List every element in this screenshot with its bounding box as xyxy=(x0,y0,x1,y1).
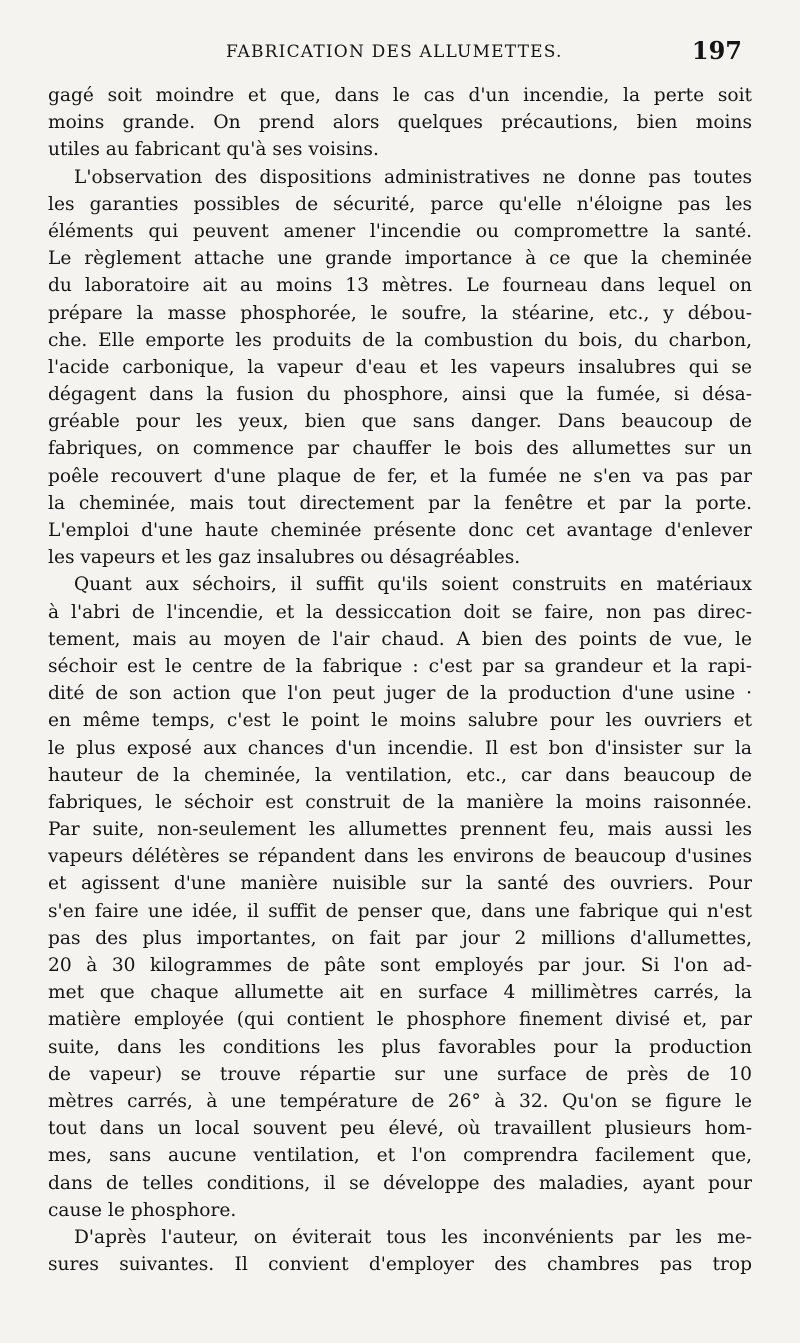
text-line: met que chaque allumette ait en surface 4 millimètres carrés, la xyxy=(48,982,752,1004)
text-line: éléments qui peuvent amener l'incendie ou compromettre la santé. xyxy=(48,220,752,242)
text-line: mes, sans aucune ventilation, et l'on comprendra facilement que, xyxy=(48,1145,752,1167)
text-line: poêle recouvert d'une plaque de fer, et la fumée ne s'en va pas par xyxy=(48,465,752,487)
text-line: les vapeurs et les gaz insalubres ou désagréables. xyxy=(48,547,521,569)
text-line: utiles au fabricant qu'à ses voisins. xyxy=(48,139,379,161)
text-line: gréable pour les yeux, bien que sans danger. Dans beaucoup de xyxy=(48,411,752,433)
text-line: dité de son action que l'on peut juger de la production d'une usine · xyxy=(48,683,752,705)
text-line: fabriques, on commence par chauffer le bois des allumettes sur un xyxy=(48,438,752,460)
text-line: fabriques, le séchoir est construit de la manière la moins raisonnée. xyxy=(48,791,752,813)
text-line: prépare la masse phosphorée, le soufre, la stéarine, etc., y débou- xyxy=(48,302,752,324)
text-line: matière employée (qui contient le phosphore finement divisé et, par xyxy=(48,1009,752,1031)
text-line: L'emploi d'une haute cheminée présente donc cet avantage d'enlever xyxy=(48,520,752,541)
text-line: et agissent d'une manière nuisible sur la santé des ouvriers. Pour xyxy=(48,873,752,895)
text-line: la cheminée, mais tout directement par la fenêtre et par la porte. xyxy=(48,492,752,514)
text-line: en même temps, c'est le point le moins salubre pour les ouvriers et xyxy=(48,710,752,732)
text-line: séchoir est le centre de la fabrique : c'est par sa grandeur et la rapi- xyxy=(48,655,752,677)
text-line: le plus exposé aux chances d'un incendie. Il est bon d'insister sur la xyxy=(48,737,752,759)
text-line: Quant aux séchoirs, il suffit qu'ils soient construits en matériaux xyxy=(74,574,752,596)
text-line: dégagent dans la fusion du phosphore, ainsi que la fumée, si désa- xyxy=(48,384,752,406)
page-number: 197 xyxy=(691,36,742,65)
text-line: Le règlement attache une grande importance à ce que la cheminée xyxy=(48,248,752,270)
text-line: moins grande. On prend alors quelques précautions, bien moins xyxy=(48,112,752,134)
text-line: à l'abri de l'incendie, et la dessiccation doit se faire, non pas direc- xyxy=(48,601,752,623)
text-line: mètres carrés, à une température de 26° à 32. Qu'on se figure le xyxy=(48,1090,752,1112)
text-line: de vapeur) se trouve répartie sur une surface de près de 10 xyxy=(48,1063,752,1085)
text-line: dans de telles conditions, il se développe des maladies, ayant pour xyxy=(48,1172,752,1194)
text-line: les garanties possibles de sécurité, parce qu'elle n'éloigne pas les xyxy=(48,193,752,215)
text-line: D'après l'auteur, on éviterait tous les inconvénients par les me- xyxy=(74,1226,752,1248)
text-line: hauteur de la cheminée, la ventilation, etc., car dans beaucoup de xyxy=(48,764,752,786)
text-line: cause le phosphore. xyxy=(48,1199,237,1221)
text-line: pas des plus importantes, on fait par jour 2 millions d'allumettes, xyxy=(48,927,752,949)
text-line: sures suivantes. Il convient d'employer des chambres pas trop xyxy=(48,1254,752,1276)
running-title: FABRICATION DES ALLUMETTES. xyxy=(226,42,563,62)
text-line: tement, mais au moyen de l'air chaud. A bien des points de vue, le xyxy=(48,628,752,650)
text-line: 20 à 30 kilogrammes de pâte sont employés par jour. Si l'on ad- xyxy=(48,955,752,976)
text-line: Par suite, non-seulement les allumettes prennent feu, mais aussi les xyxy=(48,819,752,841)
page-header xyxy=(48,34,748,70)
text-line: s'en faire une idée, il suffit de penser que, dans une fabrique qui n'est xyxy=(48,900,752,922)
body-text xyxy=(48,82,752,1314)
text-line: tout dans un local souvent peu élevé, où travaillent plusieurs hom- xyxy=(48,1118,752,1140)
text-line: vapeurs délétères se répandent dans les environs de beaucoup d'usines xyxy=(48,846,752,868)
text-line: che. Elle emporte les produits de la combustion du bois, du charbon, xyxy=(48,329,752,351)
text-line: du laboratoire ait au moins 13 mètres. Le fourneau dans lequel on xyxy=(48,275,752,297)
text-line: L'observation des dispositions administratives ne donne pas toutes xyxy=(74,166,752,188)
text-line: l'acide carbonique, la vapeur d'eau et les vapeurs insalubres qui se xyxy=(48,356,752,378)
text-line: gagé soit moindre et que, dans le cas d'un incendie, la perte soit xyxy=(48,85,752,106)
text-line: suite, dans les conditions les plus favorables pour la production xyxy=(48,1036,752,1058)
